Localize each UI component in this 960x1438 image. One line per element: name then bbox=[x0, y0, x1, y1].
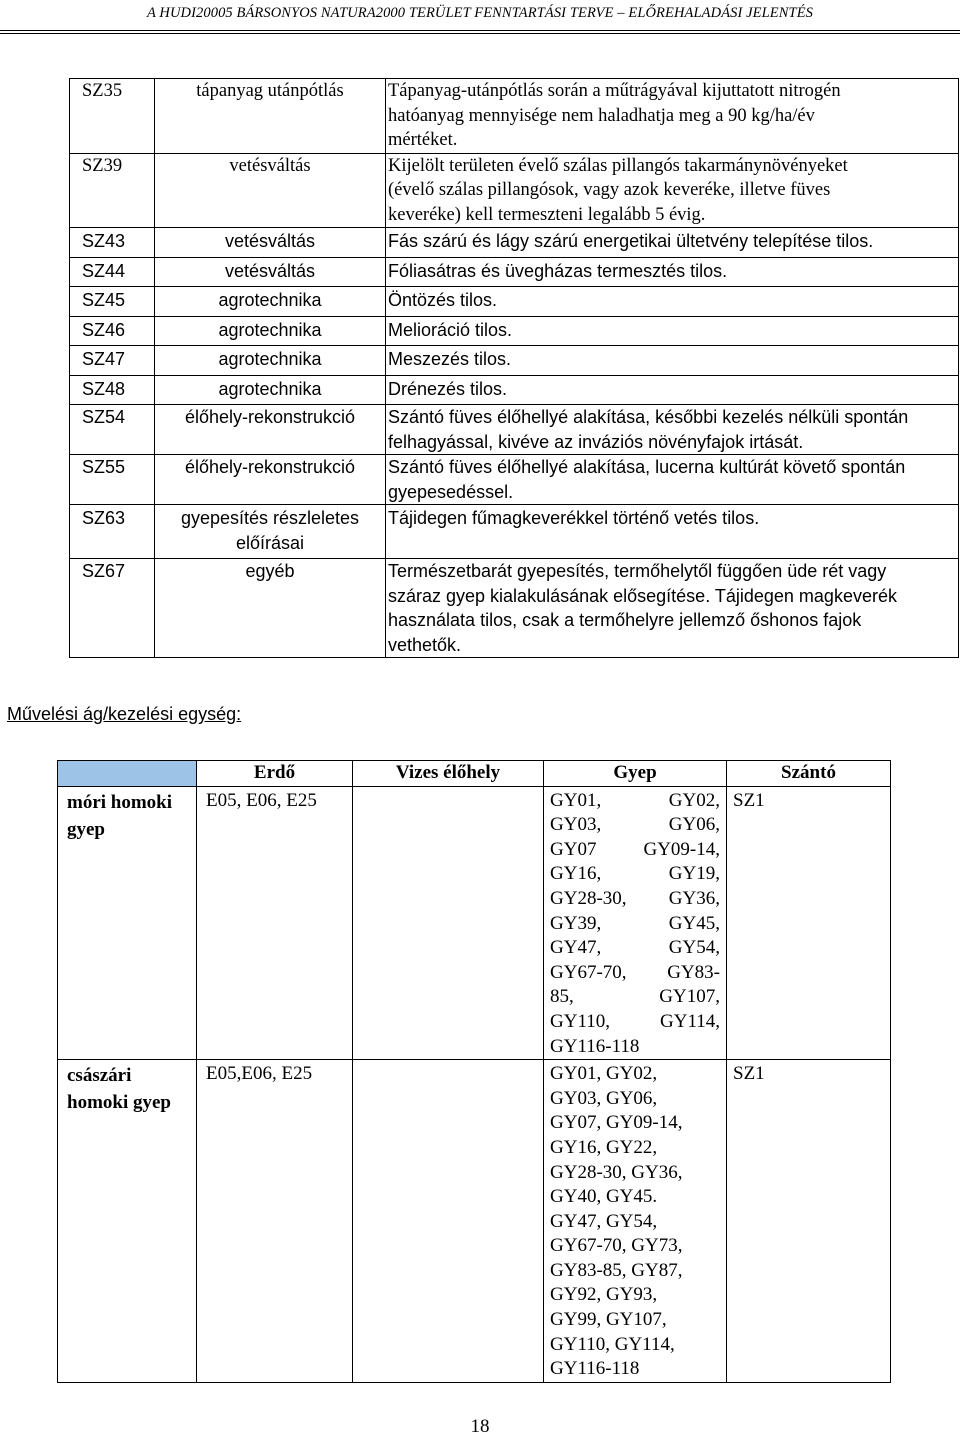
rule-row bbox=[70, 316, 959, 346]
gyep-code: GY114, bbox=[660, 1010, 720, 1032]
unit-name-line: császári bbox=[67, 1065, 132, 1087]
gyep-code: GY06, bbox=[668, 814, 720, 836]
gyep-code-line bbox=[550, 1111, 720, 1136]
rule-description-line: gyepesedéssel. bbox=[388, 481, 514, 502]
unit-row bbox=[58, 786, 891, 1060]
rule-description-line: mértéket. bbox=[388, 130, 458, 150]
gyep-code: GY107, bbox=[659, 986, 720, 1008]
rule-description-line: száraz gyep kialakulásának elősegítése. Tájidegen magkeverék bbox=[388, 585, 897, 606]
header-divider bbox=[0, 30, 960, 34]
rule-description bbox=[386, 455, 959, 505]
rule-code: SZ67 bbox=[70, 559, 155, 658]
unit-name bbox=[58, 786, 197, 1060]
unit-vizes bbox=[353, 786, 544, 1060]
rule-code: SZ55 bbox=[70, 455, 155, 505]
rule-description bbox=[386, 79, 959, 154]
rule-description bbox=[386, 228, 959, 258]
gyep-code-line bbox=[550, 862, 720, 887]
rule-code: SZ45 bbox=[70, 287, 155, 317]
rule-description bbox=[386, 257, 959, 287]
gyep-code-line bbox=[550, 1010, 720, 1035]
gyep-code: GY36, bbox=[668, 887, 720, 909]
gyep-code-line bbox=[550, 1308, 720, 1333]
rule-description-line: Meszezés tilos. bbox=[388, 349, 512, 369]
gyep-code: GY01, GY02, bbox=[550, 1063, 658, 1085]
gyep-code: GY116-118 bbox=[550, 1358, 640, 1380]
rule-category: vetésváltás bbox=[155, 257, 386, 287]
gyep-code: GY47, GY54, bbox=[550, 1210, 658, 1232]
page-number: 18 bbox=[470, 1416, 490, 1437]
rule-row bbox=[70, 375, 959, 405]
rule-category: agrotechnika bbox=[155, 375, 386, 405]
units-header-vizes: Vizes élőhely bbox=[353, 761, 544, 787]
gyep-code: GY16, bbox=[550, 863, 602, 885]
unit-row bbox=[58, 1060, 891, 1383]
unit-name-line: móri homoki bbox=[67, 791, 173, 813]
unit-name-line: gyep bbox=[67, 818, 105, 840]
gyep-code-line bbox=[550, 1283, 720, 1308]
rule-category: egyéb bbox=[155, 559, 386, 658]
gyep-code: GY07 bbox=[550, 838, 597, 860]
rule-description-line: Tájidegen fűmagkeverékkel történő vetés tilos. bbox=[388, 508, 760, 528]
gyep-code: GY39, bbox=[550, 912, 602, 934]
gyep-code: GY09-14, bbox=[643, 838, 720, 860]
gyep-code-line bbox=[550, 1136, 720, 1161]
rule-category: gyepesítés részleletes előírásai bbox=[155, 505, 386, 559]
gyep-code: GY01, bbox=[550, 789, 602, 811]
gyep-code-line bbox=[550, 813, 720, 838]
gyep-code: GY47, bbox=[550, 937, 602, 959]
rule-row bbox=[70, 228, 959, 258]
rule-description bbox=[386, 287, 959, 317]
gyep-code: GY03, GY06, bbox=[550, 1087, 658, 1109]
gyep-code-line bbox=[550, 1210, 720, 1235]
rule-description-line: Fás szárú és lágy szárú energetikai ültetvény telepítése tilos. bbox=[388, 231, 874, 251]
gyep-code: GY99, GY107, bbox=[550, 1309, 667, 1331]
rules-table bbox=[69, 78, 959, 658]
gyep-code: GY03, bbox=[550, 814, 602, 836]
rule-description-line: Természetbarát gyepesítés, termőhelytől függően üde rét vagy bbox=[388, 561, 887, 581]
unit-gyep bbox=[544, 1060, 727, 1383]
unit-szanto: SZ1 bbox=[727, 1060, 891, 1383]
rule-description-line: Öntözés tilos. bbox=[388, 290, 498, 310]
gyep-code: GY110, GY114, bbox=[550, 1333, 675, 1355]
gyep-code-line bbox=[550, 1062, 720, 1087]
rule-description-line: (évelő szálas pillangósok, vagy azok keveréke, illetve füves bbox=[388, 180, 831, 200]
rule-row bbox=[70, 287, 959, 317]
rule-code: SZ47 bbox=[70, 346, 155, 376]
units-header-szanto: Szántó bbox=[727, 761, 891, 787]
gyep-code-line bbox=[550, 1087, 720, 1112]
unit-gyep bbox=[544, 786, 727, 1060]
rule-code: SZ39 bbox=[70, 153, 155, 228]
section-title: Művelési ág/kezelési egység: bbox=[7, 704, 242, 724]
rule-description bbox=[386, 316, 959, 346]
gyep-code: 85, bbox=[550, 986, 574, 1008]
rule-description bbox=[386, 559, 959, 658]
rule-description-line: Szántó füves élőhellyé alakítása, lucerna kultúrát követő spontán bbox=[388, 457, 906, 477]
gyep-code-line bbox=[550, 1234, 720, 1259]
rule-row bbox=[70, 257, 959, 287]
page-header: A HUDI20005 BÁRSONYOS NATURA2000 TERÜLET FENNTARTÁSI TERVE – ELŐREHALADÁSI JELENTÉS bbox=[146, 5, 814, 21]
gyep-code-line bbox=[550, 1161, 720, 1186]
gyep-code-line bbox=[550, 1357, 720, 1382]
rule-code: SZ54 bbox=[70, 405, 155, 455]
gyep-code: GY110, bbox=[550, 1010, 610, 1032]
rule-description bbox=[386, 153, 959, 228]
rule-description-line: felhagyással, kivéve az inváziós növényfajok irtását. bbox=[388, 431, 804, 452]
gyep-code-line bbox=[550, 887, 720, 912]
gyep-code: GY83-85, GY87, bbox=[550, 1259, 683, 1281]
unit-erdo: E05,E06, E25 bbox=[197, 1060, 353, 1383]
gyep-code-line bbox=[550, 1035, 720, 1060]
gyep-code-line bbox=[550, 1259, 720, 1284]
gyep-code-line bbox=[550, 789, 720, 814]
units-table bbox=[57, 760, 891, 1383]
rule-code: SZ46 bbox=[70, 316, 155, 346]
gyep-code: GY67-70, GY73, bbox=[550, 1235, 683, 1257]
rule-category: agrotechnika bbox=[155, 287, 386, 317]
rule-code: SZ63 bbox=[70, 505, 155, 559]
rule-code: SZ44 bbox=[70, 257, 155, 287]
rule-row bbox=[70, 405, 959, 455]
gyep-code: GY28-30, bbox=[550, 887, 627, 909]
rule-description bbox=[386, 346, 959, 376]
gyep-code-line bbox=[550, 961, 720, 986]
units-header-erdo: Erdő bbox=[197, 761, 353, 787]
gyep-code-line bbox=[550, 838, 720, 863]
rule-description-line: hatóanyag mennyisége nem haladhatja meg a 90 kg/ha/év bbox=[388, 105, 815, 126]
unit-erdo: E05, E06, E25 bbox=[197, 786, 353, 1060]
gyep-code: GY16, GY22, bbox=[550, 1136, 658, 1158]
gyep-code: GY67-70, bbox=[550, 961, 627, 983]
unit-name bbox=[58, 1060, 197, 1383]
rule-row bbox=[70, 79, 959, 154]
gyep-code-line bbox=[550, 936, 720, 961]
gyep-code: GY45, bbox=[668, 912, 720, 934]
gyep-code: GY40, GY45. bbox=[550, 1186, 658, 1208]
rule-code: SZ48 bbox=[70, 375, 155, 405]
gyep-code: GY83- bbox=[667, 961, 720, 983]
rule-description-line: Tápanyag-utánpótlás során a műtrágyával kijuttatott nitrogén bbox=[388, 81, 841, 101]
rule-category: agrotechnika bbox=[155, 316, 386, 346]
gyep-code-line bbox=[550, 912, 720, 937]
unit-szanto: SZ1 bbox=[727, 786, 891, 1060]
gyep-code-line bbox=[550, 1333, 720, 1358]
rule-description-line: vethetők. bbox=[388, 634, 462, 655]
units-header-gyep: Gyep bbox=[544, 761, 727, 787]
rule-description-line: Fóliasátras és üvegházas termesztés tilos. bbox=[388, 260, 728, 281]
rule-row bbox=[70, 455, 959, 505]
gyep-code: GY92, GY93, bbox=[550, 1284, 658, 1306]
gyep-code: GY116-118 bbox=[550, 1035, 640, 1057]
rule-category: agrotechnika bbox=[155, 346, 386, 376]
gyep-code: GY28-30, GY36, bbox=[550, 1161, 683, 1183]
rule-description bbox=[386, 375, 959, 405]
rule-description-line: Drénezés tilos. bbox=[388, 378, 508, 399]
gyep-code: GY19, bbox=[668, 863, 720, 885]
rule-description-line: keveréke) kell termeszteni legalább 5 évig. bbox=[388, 204, 706, 225]
rule-row bbox=[70, 346, 959, 376]
gyep-code: GY54, bbox=[668, 937, 720, 959]
rule-category: vetésváltás bbox=[155, 153, 386, 228]
gyep-code-line bbox=[550, 985, 720, 1010]
unit-vizes bbox=[353, 1060, 544, 1383]
rule-code: SZ35 bbox=[70, 79, 155, 154]
rule-description-line: Szántó füves élőhellyé alakítása, későbbi kezelés nélküli spontán bbox=[388, 407, 909, 427]
rule-description-line: használata tilos, csak a termőhelyre jellemző őshonos fajok bbox=[388, 610, 862, 630]
rule-category: élőhely-rekonstrukció bbox=[155, 455, 386, 505]
gyep-code: GY02, bbox=[668, 789, 720, 811]
rule-category: vetésváltás bbox=[155, 228, 386, 258]
rule-category: tápanyag utánpótlás bbox=[155, 79, 386, 154]
gyep-code: GY07, GY09-14, bbox=[550, 1112, 683, 1134]
rule-description bbox=[386, 405, 959, 455]
unit-name-line: homoki gyep bbox=[67, 1092, 171, 1114]
rule-category: élőhely-rekonstrukció bbox=[155, 405, 386, 455]
rule-description bbox=[386, 505, 959, 559]
rule-row bbox=[70, 505, 959, 559]
rule-code: SZ43 bbox=[70, 228, 155, 258]
gyep-code-line bbox=[550, 1185, 720, 1210]
units-header-blank bbox=[58, 761, 197, 787]
rule-row bbox=[70, 559, 959, 658]
rule-row bbox=[70, 153, 959, 228]
rule-description-line: Kijelölt területen évelő szálas pillangós takarmánynövényeket bbox=[388, 155, 848, 176]
rule-description-line: Melioráció tilos. bbox=[388, 319, 513, 340]
